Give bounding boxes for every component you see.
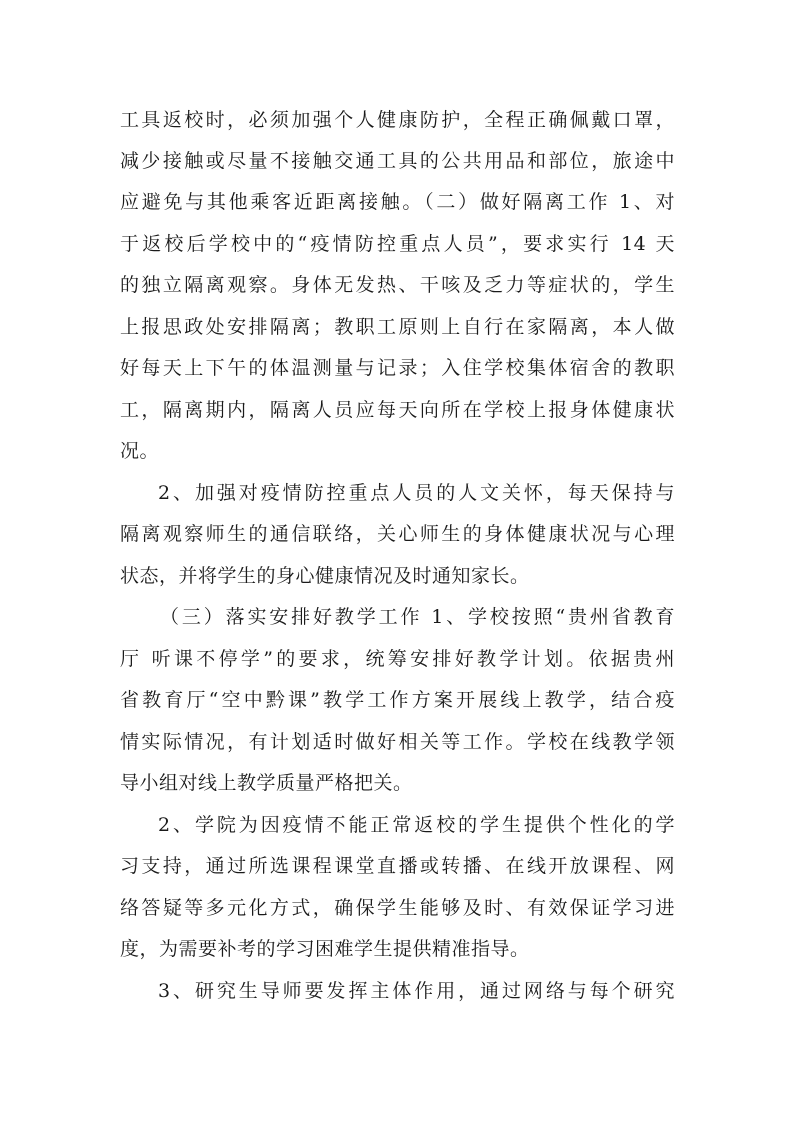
text-line: 好每天上下午的体温测量与记录；入住学校集体宿舍的教职: [120, 357, 675, 379]
text-line: 工，隔离期内，隔离人员应每天向所在学校上报身体健康状: [120, 399, 675, 421]
text-line: 于返校后学校中的“疫情防控重点人员”，要求实行 14 天: [120, 233, 675, 255]
text-line: 厅 听课不停学”的要求，统筹安排好教学计划。依据贵州: [120, 648, 675, 670]
text-line: 状态，并将学生的身心健康情况及时通知家长。: [120, 565, 530, 587]
text-line: 情实际情况，有计划适时做好相关等工作。学校在线教学领: [120, 731, 675, 753]
paragraph-first-line: 2、加强对疫情防控重点人员的人文关怀，每天保持与: [158, 482, 675, 504]
text-line: 上报思政处安排隔离；教职工原则上自行在家隔离，本人做: [120, 316, 675, 338]
paragraph-first-line: （三）落实安排好教学工作 1、学校按照“贵州省教育: [160, 606, 675, 628]
text-line: 习支持，通过所选课程课堂直播或转播、在线开放课程、网: [120, 855, 675, 877]
text-line: 隔离观察师生的通信联络，关心师生的身体健康状况与心理: [120, 523, 675, 545]
text-line: 的独立隔离观察。身体无发热、干咳及乏力等症状的，学生: [120, 274, 675, 296]
text-line: 工具返校时，必须加强个人健康防护，全程正确佩戴口罩，: [120, 109, 675, 131]
text-line: 络答疑等多元化方式，确保学生能够及时、有效保证学习进: [120, 897, 675, 919]
text-line: 减少接触或尽量不接触交通工具的公共用品和部位，旅途中: [120, 150, 675, 172]
text-line: 省教育厅“空中黔课”教学工作方案开展线上教学，结合疫: [120, 689, 675, 711]
text-line: 况。: [120, 440, 160, 462]
paragraph-first-line: 3、研究生导师要发挥主体作用，通过网络与每个研究: [158, 980, 675, 1002]
paragraph-first-line: 2、学院为因疫情不能正常返校的学生提供个性化的学: [158, 814, 675, 836]
text-line: 应避免与其他乘客近距离接触。（二）做好隔离工作 1、对: [120, 191, 675, 213]
text-line: 导小组对线上教学质量严格把关。: [120, 772, 413, 794]
text-line: 度，为需要补考的学习困难学生提供精准指导。: [120, 938, 530, 960]
